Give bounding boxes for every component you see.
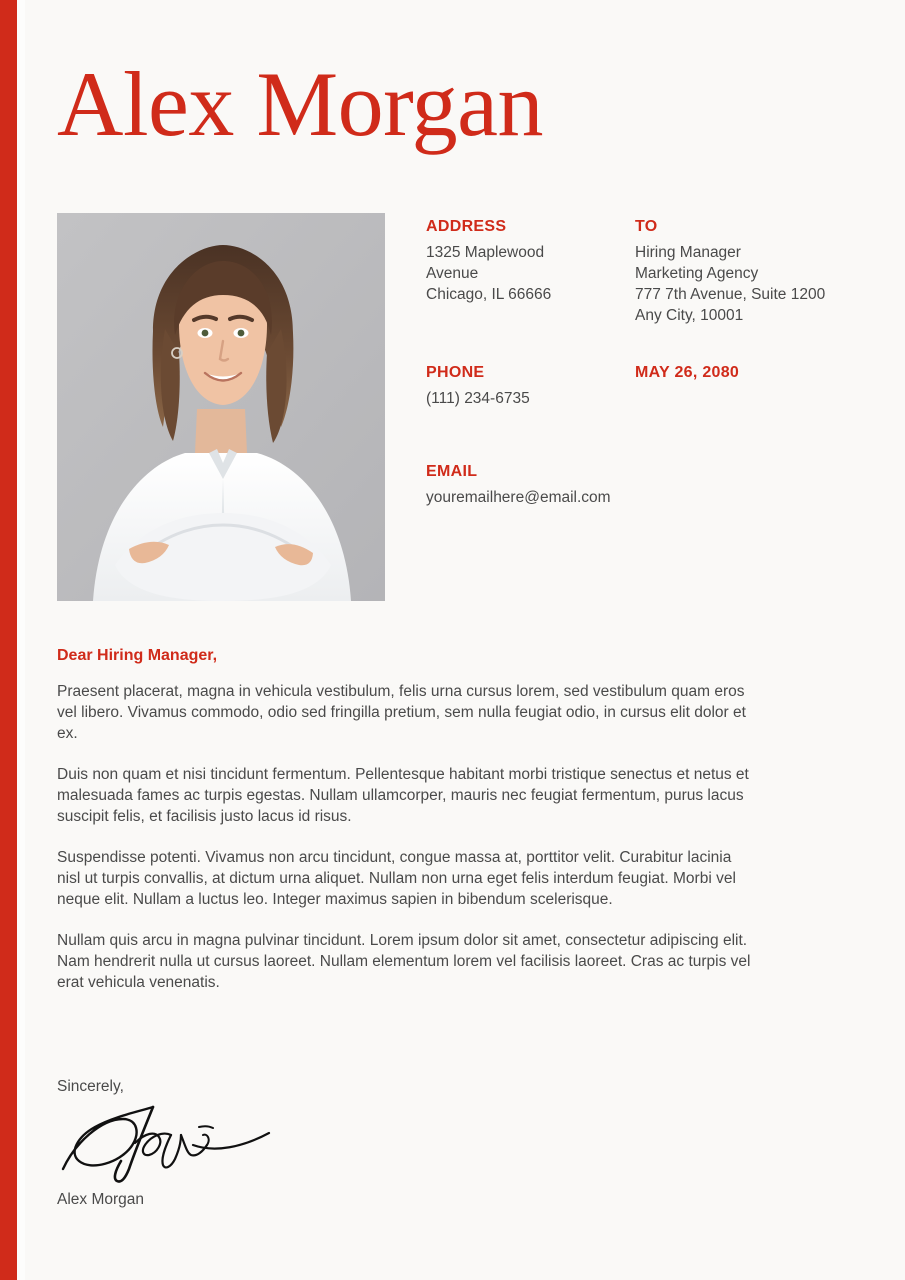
- date-value: MAY 26, 2080: [635, 364, 740, 381]
- recipient-block: [635, 218, 866, 326]
- recipient-label: TO: [635, 218, 658, 235]
- address-line-3: Chicago, IL 66666: [426, 286, 552, 303]
- body-paragraph-1: Praesent placerat, magna in vehicula vestibulum, felis urna cursus lorem, sed vestibulum quam eros vel libero. Vivamus commodo, odio sed fringilla pretium, sem nulla feugiat odio, in cursus elit dolor et ex.: [57, 683, 746, 742]
- address-line-1: 1325 Maplewood: [426, 244, 545, 261]
- recipient-line-4: Any City, 10001: [635, 307, 744, 324]
- meta-row-phone-date: [426, 364, 866, 409]
- email-value: youremailhere@email.com: [426, 489, 611, 506]
- recipient-line-1: Hiring Manager: [635, 244, 741, 261]
- phone-block: [426, 364, 635, 409]
- email-block: [426, 463, 635, 508]
- date-block: [635, 364, 866, 388]
- email-label: EMAIL: [426, 463, 478, 480]
- meta-row-address-to: [426, 218, 866, 326]
- address-line-2: Avenue: [426, 265, 479, 282]
- phone-label: PHONE: [426, 364, 485, 381]
- body-paragraph-3: Suspendisse potenti. Vivamus non arcu tincidunt, congue massa at, porttitor velit. Curabitur lacinia nisl ut turpis convallis, at dictum urna aliquet. Nullam non urna eget felis interdum feugiat. Morbi vel neque elit. Nullam a luctus leo. Integer maximus sapien in bibendum scelerisque.: [57, 849, 736, 908]
- body-paragraph-4: Nullam quis arcu in magna pulvinar tincidunt. Lorem ipsum dolor sit amet, consectetur adipiscing elit. Nam hendrerit nulla ut cursus laoreet. Nullam elementum lorem vel facilisis laoreet. Cras ac turpis vel erat vehicula venenatis.: [57, 932, 751, 991]
- signer-name: Alex Morgan: [57, 1191, 145, 1208]
- portrait-photo-illustration: [57, 213, 385, 601]
- recipient-line-2: Marketing Agency: [635, 265, 759, 282]
- meta-spacer-large: [426, 409, 866, 463]
- closing-block: [57, 1076, 457, 1210]
- closing-word: Sincerely,: [57, 1078, 124, 1095]
- address-label: ADDRESS: [426, 218, 507, 235]
- left-accent-gap: [17, 0, 25, 1280]
- address-block: [426, 218, 635, 305]
- meta-block: [426, 218, 866, 508]
- page-title: Alex Morgan: [57, 53, 543, 155]
- phone-value: (111) 234-6735: [426, 390, 530, 407]
- meta-spacer: [426, 326, 866, 364]
- letter-body: [57, 647, 757, 993]
- salutation: Dear Hiring Manager,: [57, 647, 218, 664]
- meta-row-email: [426, 463, 866, 508]
- left-accent-bar: [0, 0, 17, 1280]
- portrait-photo: [57, 213, 385, 601]
- body-paragraph-2: Duis non quam et nisi tincidunt fermentum. Pellentesque habitant morbi tristique senectus et netus et malesuada fames ac turpis egestas. Nullam ullamcorper, mauris nec feugiat fermentum, purus lacus suscipit felis, et facilisis justo lacus id risus.: [57, 766, 749, 825]
- recipient-line-3: 777 7th Avenue, Suite 1200: [635, 286, 826, 303]
- signature-image: [57, 1103, 287, 1185]
- signature-strokes: [57, 1103, 287, 1185]
